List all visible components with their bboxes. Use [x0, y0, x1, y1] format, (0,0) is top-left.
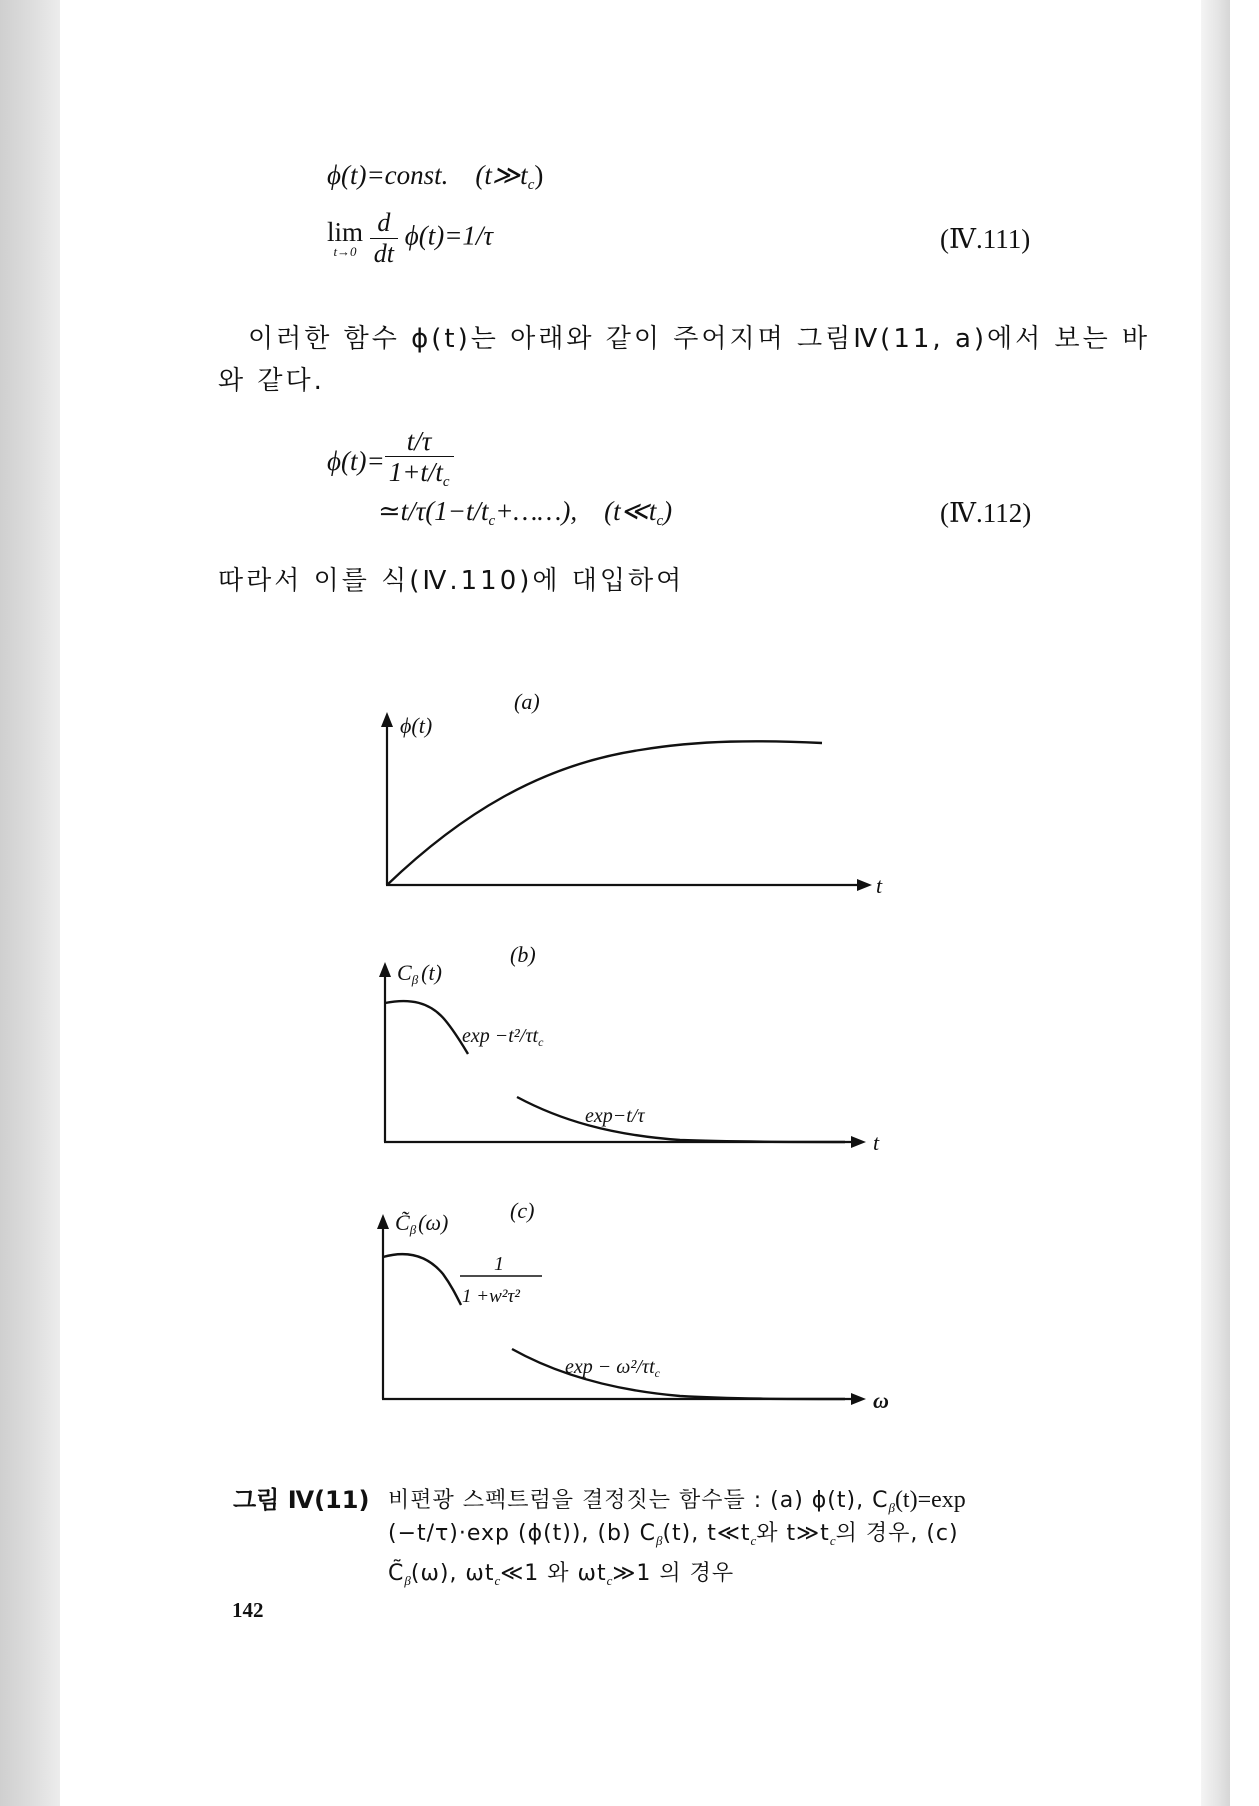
panel-c-frac-num: 1	[494, 1253, 504, 1275]
panel-a-curve	[387, 741, 822, 885]
paragraph-1-line-1: 이러한 함수 ϕ(t)는 아래와 같이 주어지며 그림Ⅳ(11, a)에서 보는 바	[248, 324, 1151, 354]
caption-line-1-main: 비편광 스펙트럼을 결정짓는 함수들 : (a) ϕ(t), C	[388, 1488, 889, 1513]
panel-b-curve1-label-main: exp −t²/τt	[462, 1025, 539, 1047]
eq1-cond-sub: c	[527, 177, 535, 193]
eq4-cond-close: )	[663, 496, 673, 526]
eq4-b: +……),	[495, 496, 578, 526]
caption-line-3-sub: β	[404, 1573, 411, 1588]
panel-b-ylabel-main: C	[397, 960, 412, 985]
caption-line-1-tail: (t)=exp	[894, 1487, 966, 1513]
panel-b-x-arrow	[851, 1136, 866, 1148]
panel-c-ylabel-sub: β	[409, 1222, 417, 1237]
panel-a-xlabel: t	[876, 873, 883, 898]
panel-b-curve1-label-sub: c	[538, 1035, 544, 1049]
eq3-den: 1+t/t	[388, 457, 443, 487]
eq2-lim-sub: t→0	[333, 243, 357, 259]
eq3-num: t/τ	[385, 426, 454, 457]
eq2-d-den: dt	[373, 239, 394, 268]
panel-b-curve1-label	[462, 1025, 544, 1049]
panel-a-x-arrow	[857, 879, 872, 891]
panel-a	[381, 689, 883, 898]
panel-c-ylabel-main: C̃	[395, 1210, 410, 1235]
panel-c-lorentzian-curve	[383, 1254, 461, 1305]
eq2-lim: lim	[327, 216, 364, 247]
caption-line-2	[388, 1517, 959, 1557]
panel-c-curve2-label	[565, 1356, 661, 1380]
panel-c	[377, 1198, 889, 1413]
caption-line-2-sub: β	[655, 1533, 663, 1548]
caption-line-2-tail: 의 경우, (c)	[835, 1521, 959, 1546]
panel-b-y-arrow	[379, 962, 391, 977]
eq4-a: ≃t/τ(1−t/t	[378, 496, 489, 526]
caption-line-2-mid: (t), t≪t	[662, 1521, 751, 1546]
equation-number-111: (Ⅳ.111)	[940, 224, 1031, 254]
eq2-rhs: ϕ(t)=1/τ	[404, 220, 494, 251]
eq4-cond-sub: c	[656, 513, 664, 529]
panel-c-x-arrow	[851, 1393, 866, 1405]
eq1-lhs: ϕ(t)=const.	[327, 160, 449, 190]
eq1-cond-close: )	[534, 160, 544, 190]
panel-a-label: (a)	[514, 689, 540, 714]
panel-b-xlabel: t	[873, 1130, 880, 1155]
panel-c-xlabel: ω	[873, 1388, 889, 1413]
caption-line-3-tail: ≫1 의 경우	[612, 1561, 735, 1586]
caption-line-3-mid2: ≪1 와 ωt	[500, 1561, 607, 1586]
panel-b-curve2-label: exp−t/τ	[585, 1105, 645, 1127]
caption-label: 그림 Ⅳ(11)	[233, 1486, 370, 1514]
panel-c-ylabel-tail: (ω)	[418, 1210, 449, 1235]
eq1-cond: (t≫t	[475, 160, 528, 190]
panel-c-exponential-curve	[512, 1349, 845, 1399]
caption-line-3	[388, 1557, 959, 1597]
caption-line-3-main: C̃	[388, 1561, 405, 1586]
eq2-d-num: d	[370, 208, 398, 239]
caption-line-2-mid2: 와 t≫t	[756, 1521, 830, 1546]
panel-c-label: (c)	[510, 1198, 535, 1223]
panel-b-ylabel-sub: β	[411, 972, 419, 987]
paragraph-1-line-2: 와 같다.	[218, 366, 325, 396]
caption-line-1	[233, 1484, 966, 1517]
panel-c-ylabel	[395, 1210, 448, 1237]
panel-b-ylabel-tail: (t)	[421, 960, 442, 985]
panel-c-y-arrow	[377, 1214, 389, 1229]
panel-b-ylabel	[397, 960, 442, 987]
panel-a-y-arrow	[381, 712, 393, 727]
panel-b-gaussian-curve	[385, 1001, 468, 1054]
caption-line-3-sub2: c	[494, 1573, 501, 1588]
panel-c-curve2-label-main: exp − ω²/τt	[565, 1356, 655, 1378]
caption-line-3-sub3: c	[606, 1573, 613, 1588]
caption-line-2-sub2: c	[750, 1533, 757, 1548]
figure-caption	[233, 1484, 966, 1597]
panel-c-frac-den: 1 +w²τ²	[462, 1286, 520, 1307]
caption-line-2-main: (−t/τ)·exp (ϕ(t)), (b) C	[388, 1521, 656, 1546]
panel-b	[379, 942, 880, 1155]
page-number: 142	[232, 1598, 264, 1622]
caption-line-1-sub: β	[888, 1500, 895, 1515]
equation-number-112: (Ⅳ.112)	[940, 498, 1032, 528]
caption-line-3-mid: (ω), ωt	[410, 1561, 495, 1586]
paragraph-2: 따라서 이를 식(Ⅳ.110)에 대입하여	[218, 566, 685, 596]
eq3-lhs: ϕ(t)=	[327, 446, 385, 476]
panel-c-curve2-label-sub: c	[654, 1366, 660, 1380]
panel-b-label: (b)	[510, 942, 536, 967]
panel-b-exponential-curve	[517, 1097, 845, 1142]
caption-line-2-sub3: c	[829, 1533, 836, 1548]
eq3-den-sub: c	[442, 474, 450, 490]
panel-a-ylabel: ϕ(t)	[400, 713, 433, 738]
eq4-a-sub: c	[488, 513, 496, 529]
eq4-cond: (t≪t	[604, 496, 657, 526]
